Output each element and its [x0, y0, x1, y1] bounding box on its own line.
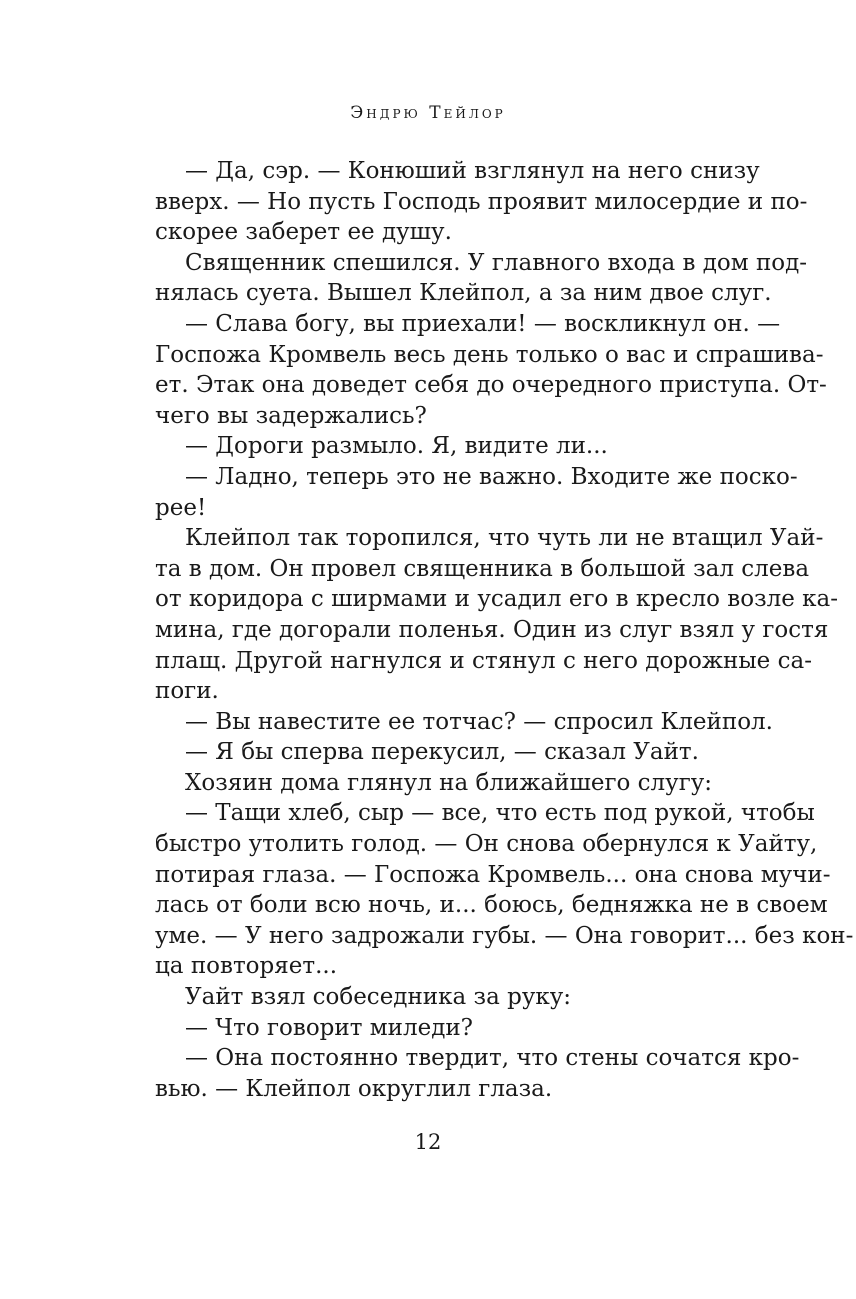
body-text [155, 156, 854, 1104]
text-line: — Я бы сперва перекусил, — сказал Уайт. [185, 739, 699, 766]
text-line: — Слава богу, вы приехали! — воскликнул он. — [185, 310, 781, 337]
text-line: поги. [155, 678, 219, 705]
text-line: — Тащи хлеб, сыр — все, что есть под рукой, чтобы [185, 800, 815, 827]
text-line: — Она постоянно твердит, что стены сочатся кро- [185, 1045, 800, 1072]
text-line: скорее заберет ее душу. [155, 219, 452, 246]
text-line: ца повторяет... [155, 953, 338, 980]
text-line: лась от боли всю ночь, и... боюсь, бедняжка не в своем [155, 892, 828, 919]
text-line: мина, где догорали поленья. Один из слуг взял у гостя [155, 616, 829, 643]
text-line: от коридора с ширмами и усадил его в кресло возле ка- [155, 586, 839, 613]
text-line: нялась суета. Вышел Клейпол, а за ним двое слуг. [155, 280, 772, 307]
text-line: уме. — У него задрожали губы. — Она говорит... без кон- [155, 922, 854, 949]
text-line: быстро утолить голод. — Он снова обернулся к Уайту, [155, 831, 818, 858]
text-line: Хозяин дома глянул на ближайшего слугу: [185, 769, 713, 796]
text-line: — Дороги размыло. Я, видите ли... [185, 433, 608, 460]
text-line: та в дом. Он провел священника в большой зал слева [155, 555, 810, 582]
text-line: — Вы навестите ее тотчас? — спросил Клейпол. [185, 708, 773, 735]
text-line: плащ. Другой нагнулся и стянул с него дорожные са- [155, 647, 812, 674]
text-line: — Ладно, теперь это не важно. Входите же поско- [185, 463, 798, 490]
text-line: чего вы задержались? [155, 402, 427, 429]
text-line: вью. — Клейпол округлил глаза. [155, 1075, 553, 1102]
text-line: — Да, сэр. — Конюший взглянул на него снизу [185, 158, 760, 184]
text-line: потирая глаза. — Госпожа Кромвель... она снова мучи- [155, 861, 831, 888]
text-line: вверх. — Но пусть Господь проявит милосердие и по- [155, 188, 808, 215]
text-line: — Что говорит миледи? [185, 1014, 474, 1041]
page-number: 12 [414, 1130, 442, 1154]
text-line: Уайт взял собеседника за руку: [185, 984, 572, 1011]
text-line: Госпожа Кромвель весь день только о вас и спрашива- [155, 341, 824, 368]
text-line: ет. Этак она доведет себя до очередного приступа. От- [155, 372, 827, 399]
running-head: Эндрю Тейлор [350, 103, 506, 123]
text-line: Клейпол так торопился, что чуть ли не втащил Уай- [185, 525, 824, 552]
text-line: рее! [155, 494, 207, 521]
text-line: Священник спешился. У главного входа в дом под- [185, 249, 808, 276]
